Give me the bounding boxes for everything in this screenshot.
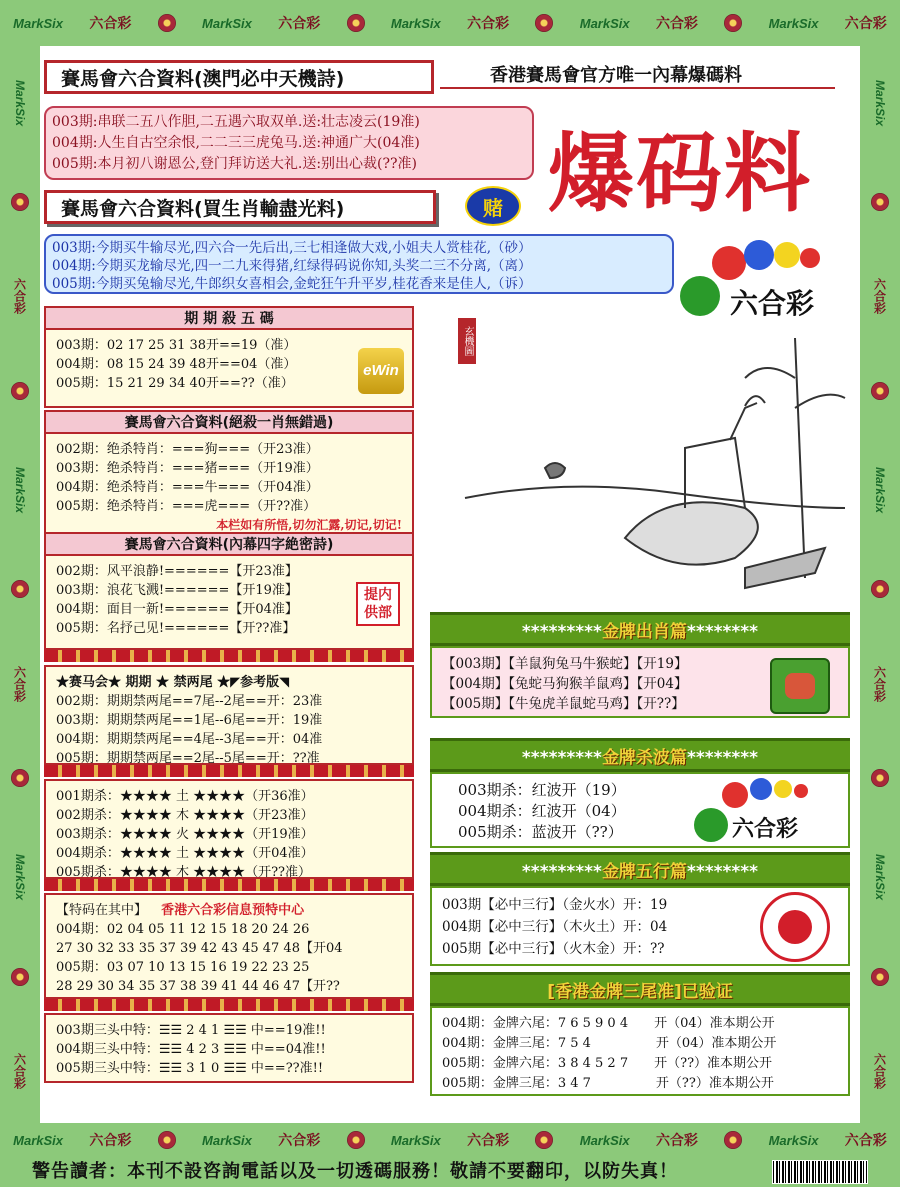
special-in-row: 27 30 32 33 35 37 39 42 43 45 47 48【开04 <box>56 941 343 956</box>
three-head-row: 005期三头中特：☰☰ 3 1 0 ☰☰ 中==??准!! <box>56 1061 324 1076</box>
slogan: 香港賽馬會官方唯一內幕爆碼料 <box>490 65 742 86</box>
secret-poem-body <box>44 556 414 650</box>
kill-zodiac-panel <box>44 410 414 534</box>
kill-zodiac-row: 004期：绝杀特肖：===牛===（开04准） <box>56 480 319 495</box>
kill-zodiac-body <box>44 434 414 534</box>
brand-text: MarkSix <box>390 1132 441 1148</box>
secret-poem-row: 005期：名抒己见!======【开??准】 <box>56 621 296 636</box>
gold-element-row: 004期【必中三行】（木火土）开：04 <box>442 919 668 935</box>
three-head-body <box>44 1013 414 1083</box>
stars-left: ********* <box>521 622 602 642</box>
star-kill-row: 003期杀：★★★★ 火 ★★★★（开19准） <box>56 827 314 842</box>
barcode <box>772 1160 868 1184</box>
flower-icon <box>535 14 553 32</box>
star-kill-row: 004期杀：★★★★ 土 ★★★★（开04准） <box>56 846 314 861</box>
gold-wave-body <box>430 772 850 848</box>
star-kill-row: 005期杀：★★★★ 木 ★★★★（开??准） <box>56 865 312 880</box>
stars-right: ******** <box>686 862 759 882</box>
blue-line: 003期:今期买牛输尽光,四六合一先后出,三七相逢做大戏,小姐夫人赏桂花,（砂） <box>52 240 532 256</box>
flower-icon <box>871 382 889 400</box>
header-title-box <box>44 60 434 94</box>
flower-icon <box>535 1131 553 1149</box>
big-title: 爆码料 <box>548 124 812 224</box>
kill-five-panel <box>44 306 414 408</box>
special-in-row: 28 29 30 34 35 37 38 39 41 44 46 47【开?? <box>56 979 340 994</box>
gold-zodiac-panel <box>430 612 850 718</box>
flower-icon <box>871 193 889 211</box>
gold-zodiac-row: 【003期】【羊鼠狗兔马牛猴蛇】【开19】 <box>442 656 688 672</box>
brand-text: MarkSix <box>13 1132 64 1148</box>
star-kill-row: 002期杀：★★★★ 木 ★★★★（开23准） <box>56 808 314 823</box>
gamble-logo: 赌 <box>465 186 521 226</box>
secret-poem-row: 003期：浪花飞溅!======【开19准】 <box>56 583 298 598</box>
kill-zodiac-row: 005期：绝杀特肖：===虎===（开??准） <box>56 499 317 514</box>
special-in-center: 香港六合彩信息预特中心 <box>161 903 305 918</box>
gold-zodiac-title: 金牌出肖篇 <box>601 622 687 642</box>
special-in-row: 004期：02 04 05 11 12 15 18 20 24 26 <box>56 922 310 937</box>
brand-cn: 六合彩 <box>467 1133 510 1149</box>
lottery-name: 六合彩 <box>732 816 799 842</box>
special-in-panel <box>44 893 414 1011</box>
decor-separator <box>44 999 414 1011</box>
kill-zodiac-note: 本栏如有所悟,切勿汇露,切记,切记! <box>216 518 402 532</box>
kill-five-row: 003期：02 17 25 31 38开==19（准） <box>56 338 297 353</box>
pink-line: 005期:本月初八谢恩公,登门拜访送大礼.送:别出心裁(??准) <box>52 156 417 172</box>
brand-text: MarkSix <box>202 1132 252 1148</box>
pink-poem-box <box>44 106 534 180</box>
ban-tail-row: 002期：期期禁两尾==7尾--2尾==开：23准 <box>56 694 323 709</box>
brand-cn: 六合彩 <box>12 278 27 315</box>
footer-warning: 警告讀者：本刊不設咨詢電話以及一切透碼服務！敬請不要翻印，以防失真！ <box>0 1157 900 1187</box>
secret-poem-row: 004期：面目一新!======【开04准】 <box>56 602 298 617</box>
brand-cn: 六合彩 <box>467 16 510 32</box>
star-kill-panel <box>44 779 414 891</box>
flower-icon <box>871 580 889 598</box>
three-head-row: 004期三头中特：☰☰ 4 2 3 ☰☰ 中==04准!! <box>56 1042 326 1057</box>
ban-tail-panel <box>44 665 414 777</box>
gold-element-row: 003期【必中三行】（金火水）开：19 <box>442 897 668 913</box>
bottom-border-band <box>0 1123 900 1157</box>
hk-emblem-icon <box>760 892 830 962</box>
secret-poem-panel <box>44 532 414 662</box>
special-in-body <box>44 893 414 999</box>
stars-left: ********* <box>521 748 602 768</box>
goat-neck <box>730 403 757 440</box>
star-kill-row: 001期杀：★★★★ 土 ★★★★（开36准） <box>56 789 314 804</box>
gold-zodiac-title-bar <box>430 612 850 646</box>
left-border-band <box>0 46 40 1123</box>
brand-cn: 六合彩 <box>655 16 698 32</box>
ball-red <box>722 782 748 808</box>
brand-cn: 六合彩 <box>655 1133 698 1149</box>
stars-right: ******** <box>686 622 759 642</box>
gold-tail-row: 005期：金牌六尾：3 8 4 5 2 7 开（??）准本期公开 <box>442 1056 773 1071</box>
gold-zodiac-row: 【004期】【兔蛇马狗猴羊鼠鸡】【开04】 <box>442 676 688 692</box>
brand-text: MarkSix <box>13 79 27 126</box>
decor-separator <box>44 650 414 662</box>
blue-poem-box <box>44 234 674 294</box>
flower-icon <box>11 769 29 787</box>
brand-text: MarkSix <box>202 15 252 31</box>
gold-element-row: 005期【必中三行】（火木金）开：?? <box>442 941 665 957</box>
kill-zodiac-row: 002期：绝杀特肖：===狗===（开23准） <box>56 442 319 457</box>
secret-poem-row: 002期：风平浪静!======【开23准】 <box>56 564 298 579</box>
gold-element-panel <box>430 852 850 966</box>
subtitle: 賽馬會六合資料(買生肖輸盡光料) <box>61 197 345 220</box>
ban-tail-body <box>44 665 414 765</box>
tree-trunk <box>795 338 805 578</box>
gold-wave-row: 003期杀：红波开（19） <box>458 781 626 799</box>
art-tag: 玄機圖 <box>458 318 476 364</box>
brand-cn: 六合彩 <box>844 16 887 32</box>
flower-icon <box>11 968 29 986</box>
kill-zodiac-row: 003期：绝杀特肖：===猪===（开19准） <box>56 461 319 476</box>
kill-five-title: 期 期 殺 五 碼 <box>44 306 414 330</box>
gold-wave-title-bar <box>430 738 850 772</box>
gold-element-title: 金牌五行篇 <box>601 862 687 882</box>
pink-line: 004期:人生自古空余恨,二二三三虎兔马.送:神通广大(04准) <box>52 135 420 151</box>
flower-icon <box>724 14 742 32</box>
gold-wave-row: 005期杀：蓝波开（??） <box>458 823 623 841</box>
rock <box>625 502 758 564</box>
blue-line: 005期:今期买兔输尽光,牛郎织女喜相会,金蛇狂午升平岁,桂花香来是佳人,（诉） <box>52 276 532 292</box>
brand-cn: 六合彩 <box>89 16 132 32</box>
brand-text: MarkSix <box>873 79 887 126</box>
ball-blue <box>750 778 772 800</box>
stars-left: ********* <box>521 862 602 882</box>
gold-tail-body <box>430 1006 850 1096</box>
special-in-label: 【特码在其中】 <box>56 903 148 918</box>
fist-icon <box>770 658 830 714</box>
brand-cn: 六合彩 <box>278 1133 321 1149</box>
brand-text: MarkSix <box>13 467 27 514</box>
brand-text: MarkSix <box>390 15 441 31</box>
gold-tail-title: [香港金牌三尾准]已验证 <box>547 982 733 1002</box>
brand-text: MarkSix <box>579 1132 630 1148</box>
brand-cn: 六合彩 <box>872 278 887 315</box>
brand-cn: 六合彩 <box>12 1053 27 1090</box>
ball-green <box>694 808 728 842</box>
gold-wave-title: 金牌杀波篇 <box>601 748 687 768</box>
brand-cn: 六合彩 <box>844 1133 887 1149</box>
brand-text: MarkSix <box>768 1132 819 1148</box>
flower-icon <box>11 580 29 598</box>
brand-text: MarkSix <box>13 854 27 901</box>
ban-tail-row: 005期：期期禁两尾==2尾--5尾==开：??准 <box>56 751 320 766</box>
ball-red-small <box>800 248 820 268</box>
flower-icon <box>11 382 29 400</box>
star-kill-body <box>44 779 414 879</box>
special-in-header <box>56 901 402 920</box>
gold-zodiac-row: 【005期】【牛兔虎羊鼠蛇马鸡】【开??】 <box>442 696 685 712</box>
ban-tail-row: 004期：期期禁两尾==4尾--3尾==开：04准 <box>56 732 323 747</box>
ball-red <box>712 246 746 280</box>
flower-icon <box>158 1131 176 1149</box>
flower-icon <box>871 769 889 787</box>
tree-branch <box>745 368 845 408</box>
goat-illustration <box>445 318 855 608</box>
ball-yellow <box>774 780 792 798</box>
brand-text: MarkSix <box>13 15 64 31</box>
ban-tail-row: 003期：期期禁两尾==1尾--6尾==开：19准 <box>56 713 323 728</box>
gold-wave-row: 004期杀：红波开（04） <box>458 802 626 820</box>
brand-text: MarkSix <box>873 467 887 514</box>
secret-poem-title: 賽馬會六合資料(內幕四字絶密詩) <box>44 532 414 556</box>
kill-five-body <box>44 330 414 408</box>
ball-yellow <box>774 242 800 268</box>
brand-cn: 六合彩 <box>872 665 887 702</box>
pink-line: 003期:串联二五八作胆,二五遇六取双单.送:壮志凌云(19准) <box>52 114 420 130</box>
brand-text: MarkSix <box>768 15 819 31</box>
slogan-underline <box>440 87 835 89</box>
subtitle-box <box>44 190 436 224</box>
three-head-row: 003期三头中特：☰☰ 2 4 1 ☰☰ 中==19准!! <box>56 1023 326 1038</box>
right-border-band <box>860 46 900 1123</box>
gold-element-title-bar <box>430 852 850 886</box>
brand-text: MarkSix <box>873 854 887 901</box>
brand-cn: 六合彩 <box>278 16 321 32</box>
kill-five-row: 005期：15 21 29 34 40开==??（准） <box>56 376 294 391</box>
special-in-row: 005期：03 07 10 13 15 16 19 22 23 25 <box>56 960 310 975</box>
header-title: 賽馬會六合資料(澳門必中天機詩) <box>61 67 345 90</box>
brand-cn: 六合彩 <box>12 665 27 702</box>
stone-slab <box>745 548 825 588</box>
ball-blue <box>744 240 774 270</box>
flower-icon <box>347 1131 365 1149</box>
ball-red-small <box>794 784 808 798</box>
gold-tail-panel <box>430 972 850 1096</box>
blue-line: 004期:今期买龙输尽光,四一二九来得猪,红绿得码说你知,头奖二三不分离,（离） <box>52 258 532 274</box>
flower-icon <box>158 14 176 32</box>
gold-tail-row: 004期：金牌三尾：7 5 4 开（04）准本期公开 <box>442 1036 777 1051</box>
stars-right: ******** <box>686 748 759 768</box>
flower-icon <box>871 968 889 986</box>
gold-tail-title-bar <box>430 972 850 1006</box>
gold-element-body <box>430 886 850 966</box>
ground-line <box>465 487 845 508</box>
bird <box>545 463 565 478</box>
flower-icon <box>724 1131 742 1149</box>
kill-five-row: 004期：08 15 24 39 48开==04（准） <box>56 357 297 372</box>
three-head-panel <box>44 1013 414 1083</box>
brand-cn: 六合彩 <box>872 1053 887 1090</box>
gold-tail-row: 004期：金牌六尾：7 6 5 9 0 4 开（04）准本期公开 <box>442 1016 775 1031</box>
brand-cn: 六合彩 <box>89 1133 132 1149</box>
flower-icon <box>347 14 365 32</box>
top-border-band <box>0 0 900 46</box>
insider-stamp: 提内供部 <box>356 582 400 626</box>
kill-zodiac-title: 賽馬會六合資料(絕殺一肖無錯過) <box>44 410 414 434</box>
ball-green <box>680 276 720 316</box>
gold-wave-panel <box>430 738 850 848</box>
lottery-name: 六合彩 <box>730 287 815 320</box>
ban-tail-header: ★赛马会★ 期期 ★ 禁两尾 ★◤参考版◥ <box>56 675 290 690</box>
flower-icon <box>11 193 29 211</box>
brand-text: MarkSix <box>579 15 630 31</box>
ewin-badge: eWin <box>358 348 404 394</box>
gold-zodiac-body <box>430 646 850 718</box>
gold-tail-row: 005期：金牌三尾：3 4 7 开（??）准本期公开 <box>442 1076 774 1091</box>
